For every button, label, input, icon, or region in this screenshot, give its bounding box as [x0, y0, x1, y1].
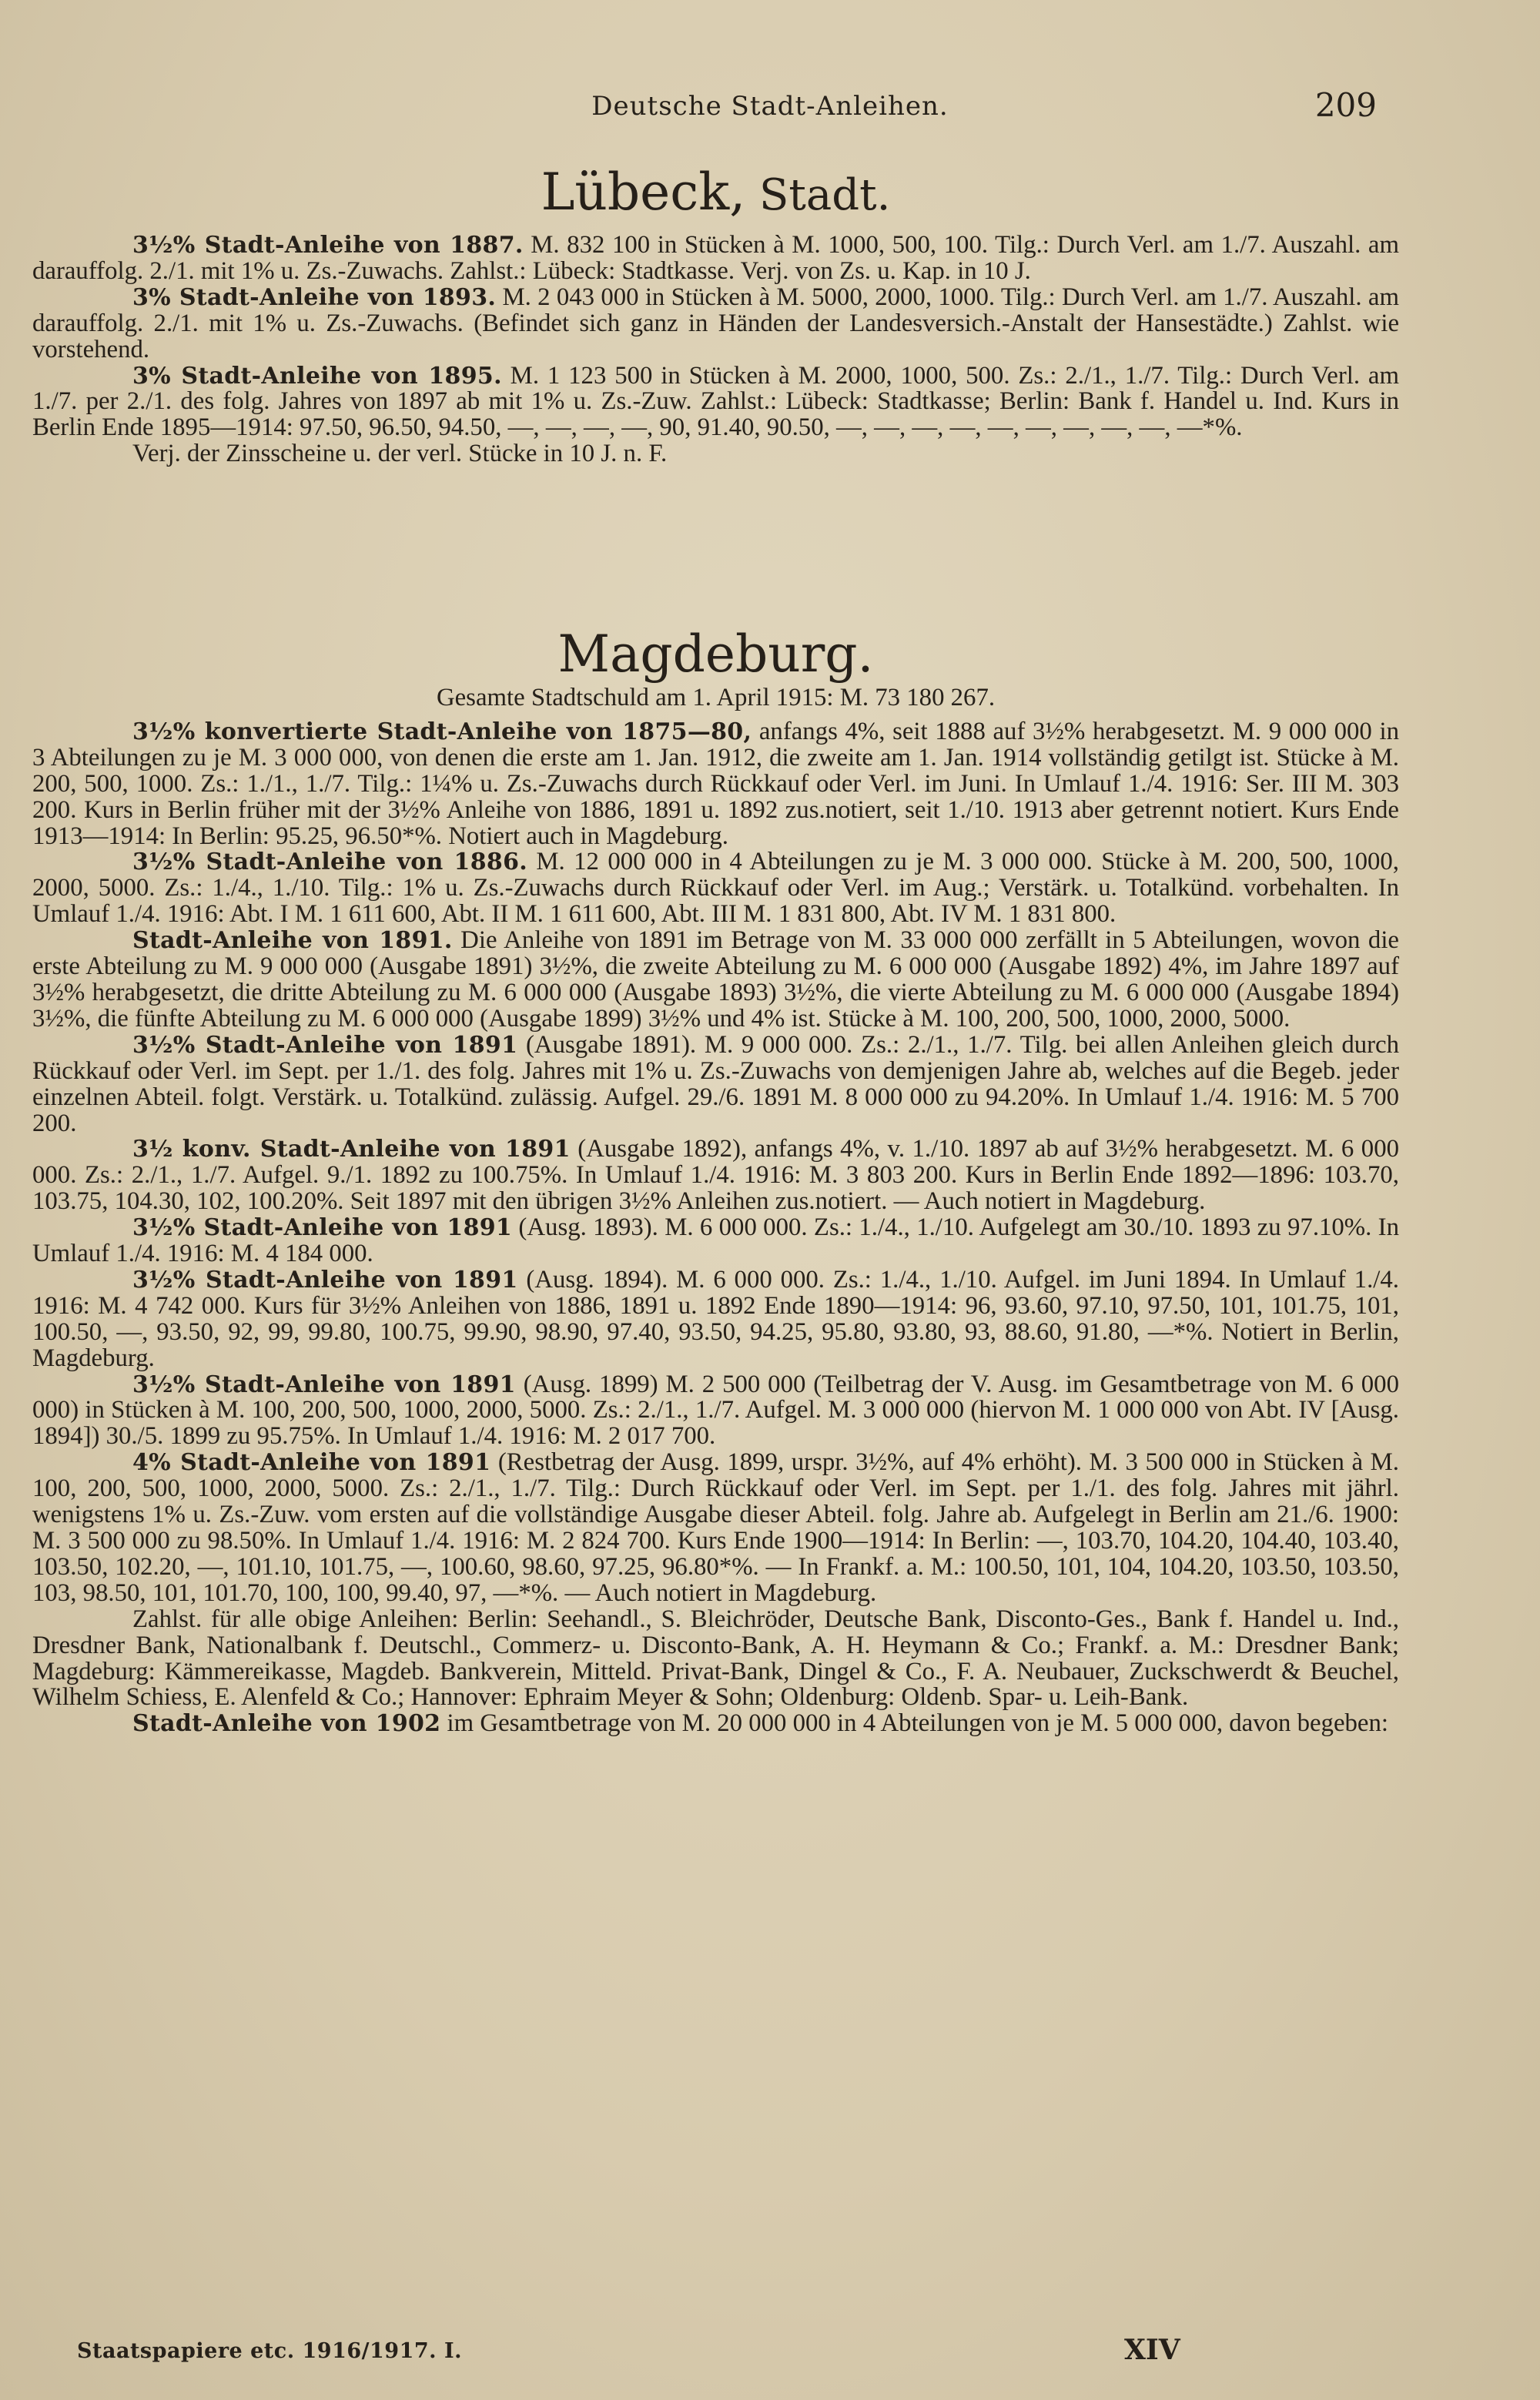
bond-heading: 3½% Stadt-Anleihe von 1887.	[132, 232, 524, 259]
bond-text: (Ausg. 1893). M. 6 000 000. Zs.: 1./4., 1./10. Aufgelegt am 30./10. 1893 zu 97.10%. In Umlauf 1./4. 1916: M. 4 184 000.	[32, 1213, 1399, 1268]
title-luebeck-sub: Stadt.	[745, 170, 891, 220]
bond-heading: 4% Stadt-Anleihe von 1891	[132, 1449, 491, 1477]
luebeck-section	[32, 162, 1399, 467]
bond-heading: 3% Stadt-Anleihe von 1893.	[132, 283, 497, 311]
running-title: Deutsche Stadt-Anleihen.	[591, 91, 949, 122]
bond-text: (Ausg. 1899) M. 2 500 000 (Teilbetrag der V. Ausg. im Gesamtbetrage von M. 6 000 000) in Stücken à M. 100, 200, 500, 1000, 2000, 5000. Zs.: 2./1., 1./7. Aufgel. M. 3 000 000 (hiervon M. 1 000 000 von Abt. IV [Ausg. 1894]) 30./5. 1899 zu 95.75%. In Umlauf 1./4. 1916: M. 2 017 700.	[32, 1370, 1399, 1451]
bond-heading: 3½% Stadt-Anleihe von 1891	[132, 1371, 516, 1398]
luebeck-paragraph-1895	[32, 363, 1399, 442]
magdeburg-paragraph	[32, 1030, 1399, 1137]
magdeburg-paragraph	[32, 849, 1399, 928]
luebeck-paragraph-1887	[32, 233, 1399, 285]
bond-text: M. 2 043 000 in Stücken à M. 5000, 2000, 1000. Tilg.: Durch Verl. am 1./7. Auszahl. am darauffolg. 2./1. mit 1% u. Zs.-Zuwachs. (Befindet sich ganz in Händen der Landesversich.-Anstalt der Hansestädte.) Zahlst. wie vorstehend.	[32, 283, 1399, 363]
title-luebeck-main: Lübeck,	[541, 162, 746, 222]
bond-text: Die Anleihe von 1891 im Betrage von M. 33 000 000 zerfällt in 5 Abteilungen, wovon die erste Abteilung zu M. 9 000 000 (Ausgabe 1891) 3½%, die zweite Abteilung zu M. 6 000 000 (Ausgabe 1892) 4%, im Jahre 1897 auf 3½% herabgesetzt, die dritte Abteilung zu M. 6 000 000 (Ausgabe 1893) 3½%, die vierte Abteilung zu M. 6 000 000 (Ausgabe 1894) 3½%, die fünfte Abteilung zu M. 6 000 000 (Ausgabe 1899) 3½% und 4% ist. Stücke à M. 100, 200, 500, 1000, 2000, 5000.	[32, 926, 1399, 1033]
magdeburg-paragraph	[32, 928, 1399, 1033]
bond-text: im Gesamtbetrage von M. 20 000 000 in 4 Abteilungen von je M. 5 000 000, davon begeben:	[440, 1709, 1388, 1738]
page-number: 209	[1314, 86, 1377, 124]
bond-heading: Stadt-Anleihe von 1891.	[132, 927, 453, 955]
magdeburg-paragraph	[32, 1267, 1399, 1372]
magdeburg-paragraph	[32, 719, 1399, 850]
magdeburg-paragraph	[32, 1711, 1399, 1737]
bond-heading: 3% Stadt-Anleihe von 1895.	[132, 362, 502, 390]
bond-text: M. 832 100 in Stücken à M. 1000, 500, 100. Tilg.: Durch Verl. am 1./7. Auszahl. am darauffolg. 2./1. mit 1% u. Zs.-Zuwachs. Zahlst.: Lübeck: Stadtkasse. Verj. von Zs. u. Kap. in 10 J.	[32, 231, 1399, 285]
bond-heading: 3½ konv. Stadt-Anleihe von 1891	[132, 1136, 571, 1163]
bond-text: anfangs 4%, seit 1888 auf 3½% herabgesetzt. M. 9 000 000 in 3 Abteilungen zu je M. 3 000 000, von denen die erste am 1. Jan. 1912, die zweite am 1. Jan. 1914 vollständig getilgt ist. Stücke à M. 200, 500, 1000. Zs.: 1./1., 1./7. Tilg.: 1¼% u. Zs.-Zuwachs durch Rückkauf oder Verl. im Juni. In Umlauf 1./4. 1916: Ser. III M. 303 200. Kurs in Berlin früher mit der 3½% Anleihe von 1886, 1891 u. 1892 zus.notiert, seit 1./10. 1913 aber getrennt notiert. Kurs Ende 1913—1914: In Berlin: 95.25, 96.50*%. Notiert auch in Magdeburg.	[32, 717, 1399, 850]
magdeburg-section	[32, 624, 1399, 1737]
footer-sheet-mark: XIV	[1124, 2334, 1180, 2366]
section-title-magdeburg: Magdeburg.	[557, 624, 874, 684]
magdeburg-paragraph	[32, 1372, 1399, 1451]
bond-text: (Ausg. 1894). M. 6 000 000. Zs.: 1./4., 1./10. Aufgel. im Juni 1894. In Umlauf 1./4. 1916: M. 4 742 000. Kurs für 3½% Anleihen von 1886, 1891 u. 1892 Ende 1890—1914: 96, 93.60, 97.10, 97.50, 101, 101.75, 101, 100.50, —, 93.50, 92, 99, 99.80, 100.75, 99.90, 98.90, 97.40, 93.50, 94.25, 95.80, 93.80, 93, 88.60, 91.80, —*%. Notiert in Berlin, Magdeburg.	[32, 1265, 1399, 1372]
bond-heading: 3½% konvertierte Stadt-Anleihe von 1875—80,	[132, 718, 752, 745]
bond-heading: 3½% Stadt-Anleihe von 1886.	[132, 849, 527, 876]
bond-heading: 3½% Stadt-Anleihe von 1891	[132, 1214, 513, 1242]
bond-heading: Stadt-Anleihe von 1902	[132, 1710, 441, 1738]
magdeburg-paragraph	[32, 1215, 1399, 1267]
bond-text: M. 12 000 000 in 4 Abteilungen zu je M. 3 000 000. Stücke à M. 200, 500, 1000, 2000, 5000. Zs.: 1./4., 1./10. Tilg.: 1% u. Zs.-Zuwachs durch Rückkauf oder Verl. im Aug.; Verstärk. u. Totalkünd. vorbehalten. In Umlauf 1./4. 1916: Abt. I M. 1 611 600, Abt. II M. 1 611 600, Abt. III M. 1 831 800, Abt. IV M. 1 831 800.	[32, 848, 1399, 929]
bond-heading: 3½% Stadt-Anleihe von 1891	[132, 1266, 518, 1294]
total-debt-line: Gesamte Stadtschuld am 1. April 1915: M. 73 180 267.	[436, 684, 996, 711]
magdeburg-paragraph	[32, 1450, 1399, 1606]
section-title-luebeck	[32, 162, 1399, 226]
bond-text: (Ausgabe 1892), anfangs 4%, v. 1./10. 1897 ab auf 3½% herabgesetzt. M. 6 000 000. Zs.: 2./1., 1./7. Aufgel. 9./1. 1892 zu 100.75%. In Umlauf 1./4. 1916: M. 3 803 200. Kurs in Berlin Ende 1892—1896: 103.70, 103.75, 104.30, 102, 100.20%. Seit 1897 mit den übrigen 3½% Anleihen zus.notiert. — Auch notiert in Magdeburg.	[32, 1135, 1399, 1216]
magdeburg-paragraph	[32, 1136, 1399, 1215]
luebeck-paragraph-1893	[32, 285, 1399, 363]
bond-heading: 3½% Stadt-Anleihe von 1891	[132, 1031, 518, 1059]
paying-agents-paragraph: Zahlst. für alle obige Anleihen: Berlin: Seehandl., S. Bleichröder, Deutsche Bank, Disconto-Ges., Bank f. Handel u. Ind., Dresdner Bank, Nationalbank f. Deutschl., Commerz- u. Disconto-Bank, A. H. Heymann & Co.; Frankf. a. M.: Dresdner Bank; Magdeburg: Kämmereikasse, Magdeb. Bankverein, Mitteld. Privat-Bank, Dingel & Co., F. A. Neubauer, Zuckschwerdt & Beuchel, Wilhelm Schiess, E. Alenfeld & Co.; Hannover: Ephraim Meyer & Sohn; Oldenburg: Oldenb. Spar- u. Leih-Bank.	[32, 1605, 1399, 1712]
footer-signature: Staatspapiere etc. 1916/1917. I.	[77, 2339, 462, 2363]
bond-text: (Ausgabe 1891). M. 9 000 000. Zs.: 2./1., 1./7. Tilg. bei allen Anleihen gleich durch Rückkauf oder Verl. im Sept. per 1./1. des folg. Jahres mit 1% u. Zs.-Zuwachs von demjenigen Jahre ab, welches auf die Begeb. jeder einzelnen Abteil. folgt. Verstärk. u. Totalkünd. zulässig. Aufgel. 29./6. 1891 M. 8 000 000 zu 94.20%. In Umlauf 1./4. 1916: M. 5 700 200.	[32, 1030, 1399, 1137]
bond-text: M. 1 123 500 in Stücken à M. 2000, 1000, 500. Zs.: 2./1., 1./7. Tilg.: Durch Verl. am 1./7. per 2./1. des folg. Jahres von 1897 ab mit 1% u. Zs.-Zuw. Zahlst.: Lübeck: Stadtkasse; Berlin: Bank f. Handel u. Ind. Kurs in Berlin Ende 1895—1914: 97.50, 96.50, 94.50, —, —, —, —, 90, 91.40, 90.50, —, —, —, —, —, —, —, —, —, —*%.	[32, 361, 1399, 442]
bond-text: (Restbetrag der Ausg. 1899, urspr. 3½%, auf 4% erhöht). M. 3 500 000 in Stücken à M. 100, 200, 500, 1000, 2000, 5000. Zs.: 2./1., 1./7. Tilg.: Durch Rückkauf oder Verl. im Sept. per 1./1. des folg. Jahres mit jährl. wenigstens 1% u. Zs.-Zuw. vom ersten auf die vollständige Ausgabe dieser Abteil. folg. Jahre ab. Aufgelegt in Berlin am 21./6. 1900: M. 3 500 000 zu 98.50%. In Umlauf 1./4. 1916: M. 2 824 700. Kurs Ende 1900—1914: In Berlin: —, 103.70, 104.20, 104.40, 103.40, 103.50, 102.20, —, 101.10, 101.75, —, 100.60, 98.60, 97.25, 96.80*%. — In Frankf. a. M.: 100.50, 101, 104, 104.20, 103.50, 103.50, 103, 98.50, 101, 101.70, 100, 100, 99.40, 97, —*%. — Auch notiert in Magdeburg.	[32, 1448, 1399, 1607]
luebeck-paragraph-verj: Verj. der Zinsscheine u. der verl. Stücke in 10 J. n. F.	[132, 440, 668, 468]
